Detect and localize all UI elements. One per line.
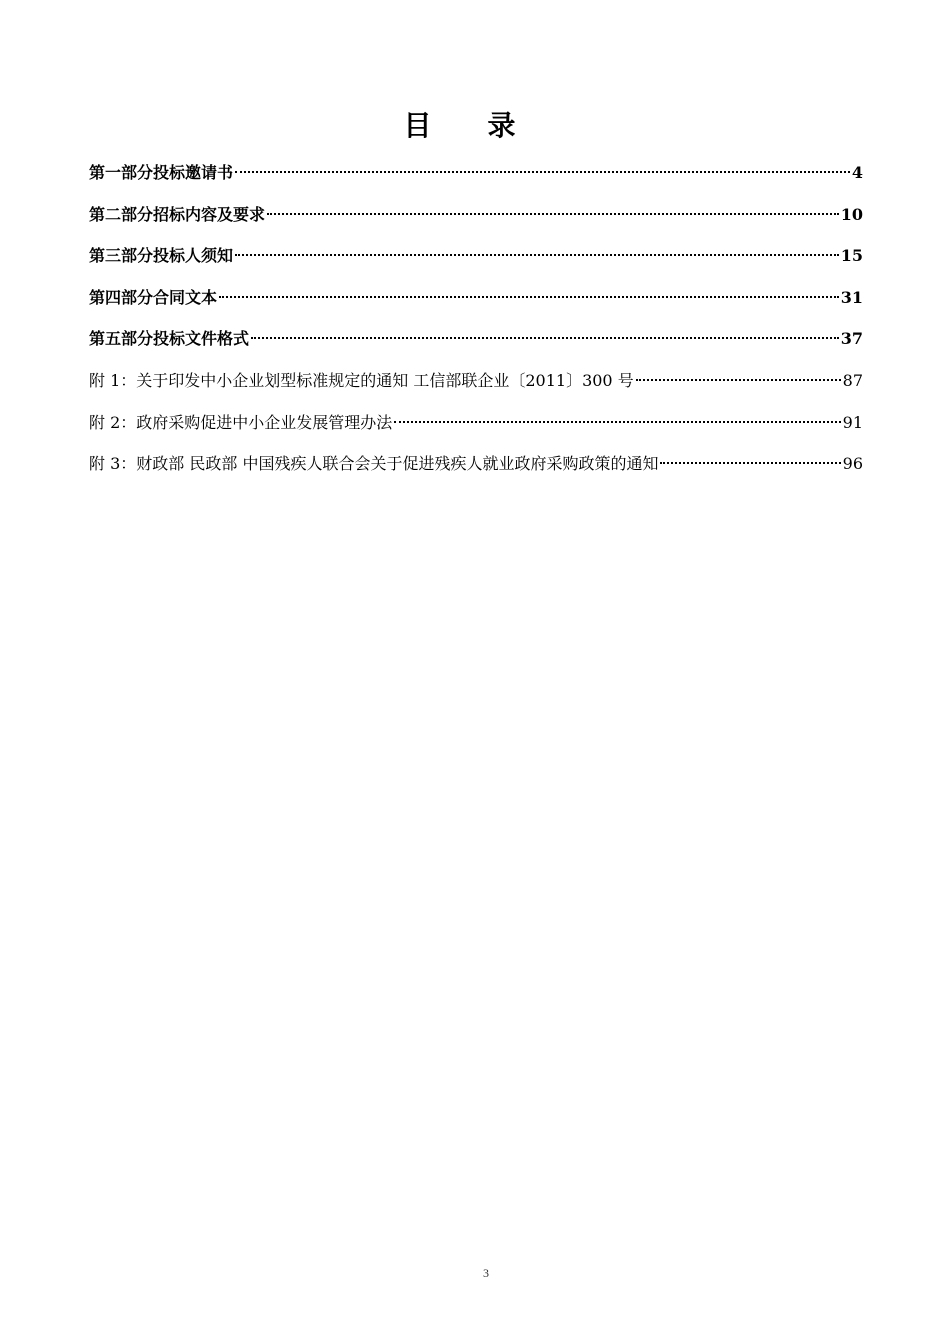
toc-leader-dots [251, 337, 839, 339]
toc-entry[interactable] [89, 412, 863, 454]
toc-entry[interactable] [89, 204, 863, 246]
toc-entry[interactable] [89, 370, 863, 412]
toc-entry-page: 4 [851, 163, 863, 182]
toc-leader-dots [219, 296, 839, 298]
toc-entry-text: 第二部分招标内容及要求 [89, 204, 266, 224]
toc-entry-text: 第四部分合同文本 [89, 287, 218, 307]
toc-leader-dots [235, 171, 850, 173]
toc-entry-text: 第三部分投标人须知 [89, 246, 234, 266]
toc-title: 目录 [403, 109, 572, 142]
toc-entry-page: 91 [842, 412, 863, 432]
toc-entry[interactable] [89, 162, 863, 204]
toc-leader-dots [235, 254, 839, 256]
page-number: 3 [483, 1266, 489, 1280]
toc-leader-dots [660, 462, 840, 464]
toc-entry-text: 附 3：财政部 民政部 中国残疾人联合会关于促进残疾人就业政府采购政策的通知 [89, 454, 659, 474]
toc-entry-page: 31 [840, 287, 863, 307]
toc-entry-text: 第一部分投标邀请书 [89, 163, 234, 182]
toc-entry-page: 96 [842, 454, 863, 474]
toc-entry-page: 10 [840, 204, 863, 224]
toc-entry-page: 37 [840, 329, 863, 349]
table-of-contents [89, 162, 863, 495]
toc-leader-dots [267, 213, 839, 215]
toc-entry-page: 87 [842, 370, 863, 390]
toc-entry[interactable] [89, 287, 863, 329]
toc-entry-page: 15 [840, 246, 863, 266]
toc-leader-dots [394, 421, 840, 423]
toc-entry-text: 第五部分投标文件格式 [89, 329, 250, 349]
toc-entry[interactable] [89, 453, 863, 495]
toc-entry[interactable] [89, 328, 863, 370]
toc-leader-dots [636, 379, 841, 381]
toc-entry-text: 附 1：关于印发中小企业划型标准规定的通知 工信部联企业〔2011〕300 号 [89, 370, 634, 390]
toc-entry-text: 附 2：政府采购促进中小企业发展管理办法 [89, 412, 393, 432]
toc-entry[interactable] [89, 245, 863, 287]
